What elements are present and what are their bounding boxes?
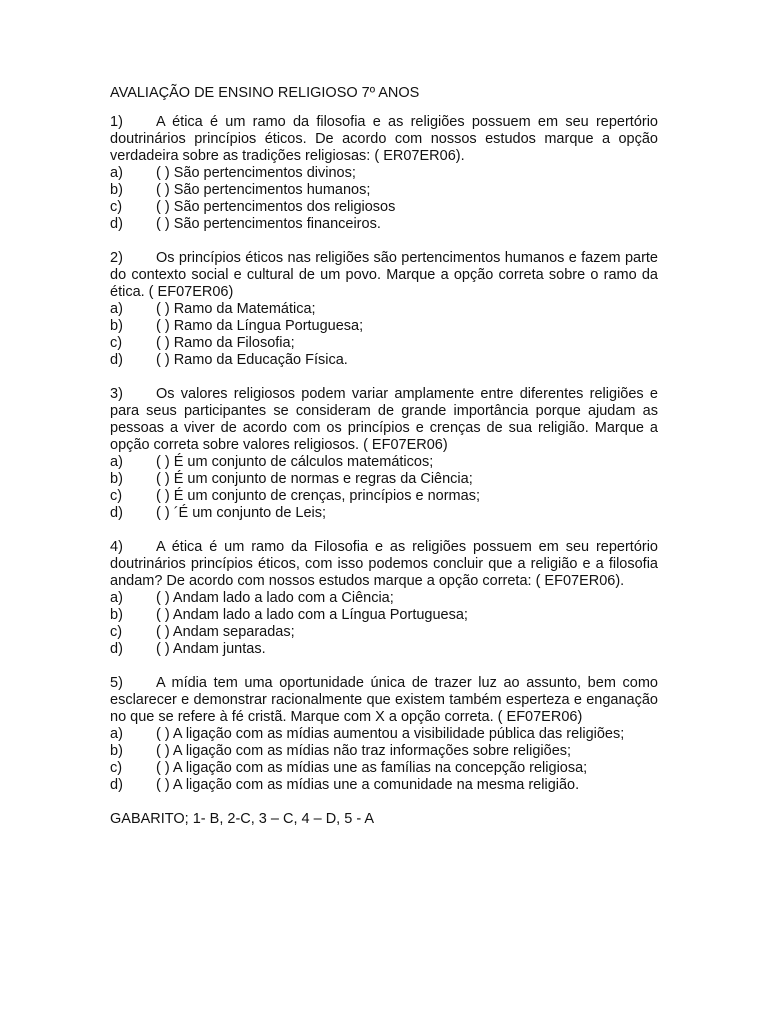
option-text: ( ) São pertencimentos divinos; [156, 165, 356, 181]
option-letter: c) [110, 199, 123, 215]
question-stem [110, 539, 658, 590]
answer-option [110, 641, 658, 658]
option-letter: c) [110, 624, 123, 640]
option-text: ( ) A ligação com as mídias não traz informações sobre religiões; [156, 743, 572, 759]
answer-option [110, 505, 658, 522]
option-letter: d) [110, 505, 123, 521]
question-2 [110, 250, 658, 369]
option-text: ( ) A ligação com as mídias une a comunidade na mesma religião. [156, 777, 580, 793]
answer-option [110, 216, 658, 233]
option-text: ( ) Andam juntas. [156, 641, 266, 657]
option-text: ( ) Ramo da Matemática; [156, 301, 316, 317]
question-stem [110, 675, 658, 726]
answer-option [110, 318, 658, 335]
answer-option [110, 182, 658, 199]
option-letter: c) [110, 488, 123, 504]
option-text: ( ) A ligação com as mídias une as famílias na concepção religiosa; [156, 760, 588, 776]
option-text: ( ) A ligação com as mídias aumentou a visibilidade pública das religiões; [156, 726, 625, 742]
question-text: Os valores religiosos podem variar amplamente entre diferentes religiões e para seus participantes se consideram de grande importância porque ajudam as pessoas a viver de acordo com os princípios e crenças de sua religião. Marque a opção correta sobre valores religiosos. ( EF07ER06) [110, 386, 658, 453]
answer-key: GABARITO; 1- B, 2-C, 3 – C, 4 – D, 5 - A [110, 811, 375, 827]
answer-option [110, 760, 658, 777]
question-text: A ética é um ramo da filosofia e as religiões possuem em seu repertório doutrinários princípios éticos. De acordo com nossos estudos marque a opção verdadeira sobre as tradições religiosas: ( ER07ER06). [110, 114, 658, 164]
option-text: ( ) ´É um conjunto de Leis; [156, 505, 327, 521]
option-text: ( ) Andam separadas; [156, 624, 295, 640]
document-page [110, 85, 658, 828]
answer-option [110, 590, 658, 607]
option-letter: d) [110, 777, 123, 793]
option-text: ( ) São pertencimentos financeiros. [156, 216, 381, 232]
question-stem [110, 386, 658, 454]
option-letter: d) [110, 352, 123, 368]
option-text: ( ) É um conjunto de cálculos matemáticos; [156, 454, 434, 470]
question-text: A mídia tem uma oportunidade única de trazer luz ao assunto, bem como esclarecer e demonstrar racionalmente que existem também esperteza e enganação no que se refere à fé cristã. Marque com X a opção correta. ( EF07ER06) [110, 675, 658, 725]
option-letter: b) [110, 182, 123, 198]
option-text: ( ) É um conjunto de normas e regras da Ciência; [156, 471, 473, 487]
option-text: ( ) É um conjunto de crenças, princípios e normas; [156, 488, 480, 504]
option-letter: b) [110, 607, 123, 623]
answer-option [110, 352, 658, 369]
question-4 [110, 539, 658, 658]
question-stem [110, 114, 658, 165]
option-letter: a) [110, 590, 123, 606]
question-1 [110, 114, 658, 233]
option-letter: d) [110, 641, 123, 657]
question-number: 5) [110, 675, 123, 691]
answer-option [110, 726, 658, 743]
answer-option [110, 165, 658, 182]
answer-option [110, 777, 658, 794]
question-number: 3) [110, 386, 123, 402]
answer-option [110, 454, 658, 471]
answer-option [110, 488, 658, 505]
option-letter: a) [110, 726, 123, 742]
option-letter: b) [110, 471, 123, 487]
option-text: ( ) Ramo da Filosofia; [156, 335, 295, 351]
option-letter: c) [110, 335, 123, 351]
option-text: ( ) São pertencimentos dos religiosos [156, 199, 396, 215]
answer-option [110, 335, 658, 352]
answer-option [110, 301, 658, 318]
question-number: 2) [110, 250, 123, 266]
option-text: ( ) Andam lado a lado com a Ciência; [156, 590, 394, 606]
option-text: ( ) Andam lado a lado com a Língua Portuguesa; [156, 607, 468, 623]
question-text: A ética é um ramo da Filosofia e as religiões possuem em seu repertório doutrinários princípios éticos, com isso podemos concluir que a religião e a filosofia andam? De acordo com nossos estudos marque a opção correta: ( EF07ER06). [110, 539, 658, 589]
option-letter: b) [110, 318, 123, 334]
option-letter: a) [110, 454, 123, 470]
question-number: 4) [110, 539, 123, 555]
option-text: ( ) Ramo da Educação Física. [156, 352, 348, 368]
option-letter: a) [110, 165, 123, 181]
document-title: AVALIAÇÃO DE ENSINO RELIGIOSO 7º ANOS [110, 85, 420, 101]
question-text: Os princípios éticos nas religiões são pertencimentos humanos e fazem parte do contexto social e cultural de um povo. Marque a opção correta sobre o ramo da ética. ( EF07ER06) [110, 250, 658, 300]
answer-option [110, 199, 658, 216]
question-3 [110, 386, 658, 522]
answer-option [110, 607, 658, 624]
question-stem [110, 250, 658, 301]
answer-option [110, 624, 658, 641]
question-5 [110, 675, 658, 794]
option-letter: d) [110, 216, 123, 232]
option-letter: b) [110, 743, 123, 759]
option-letter: a) [110, 301, 123, 317]
option-letter: c) [110, 760, 123, 776]
answer-option [110, 471, 658, 488]
option-text: ( ) Ramo da Língua Portuguesa; [156, 318, 364, 334]
answer-option [110, 743, 658, 760]
question-number: 1) [110, 114, 123, 130]
option-text: ( ) São pertencimentos humanos; [156, 182, 371, 198]
